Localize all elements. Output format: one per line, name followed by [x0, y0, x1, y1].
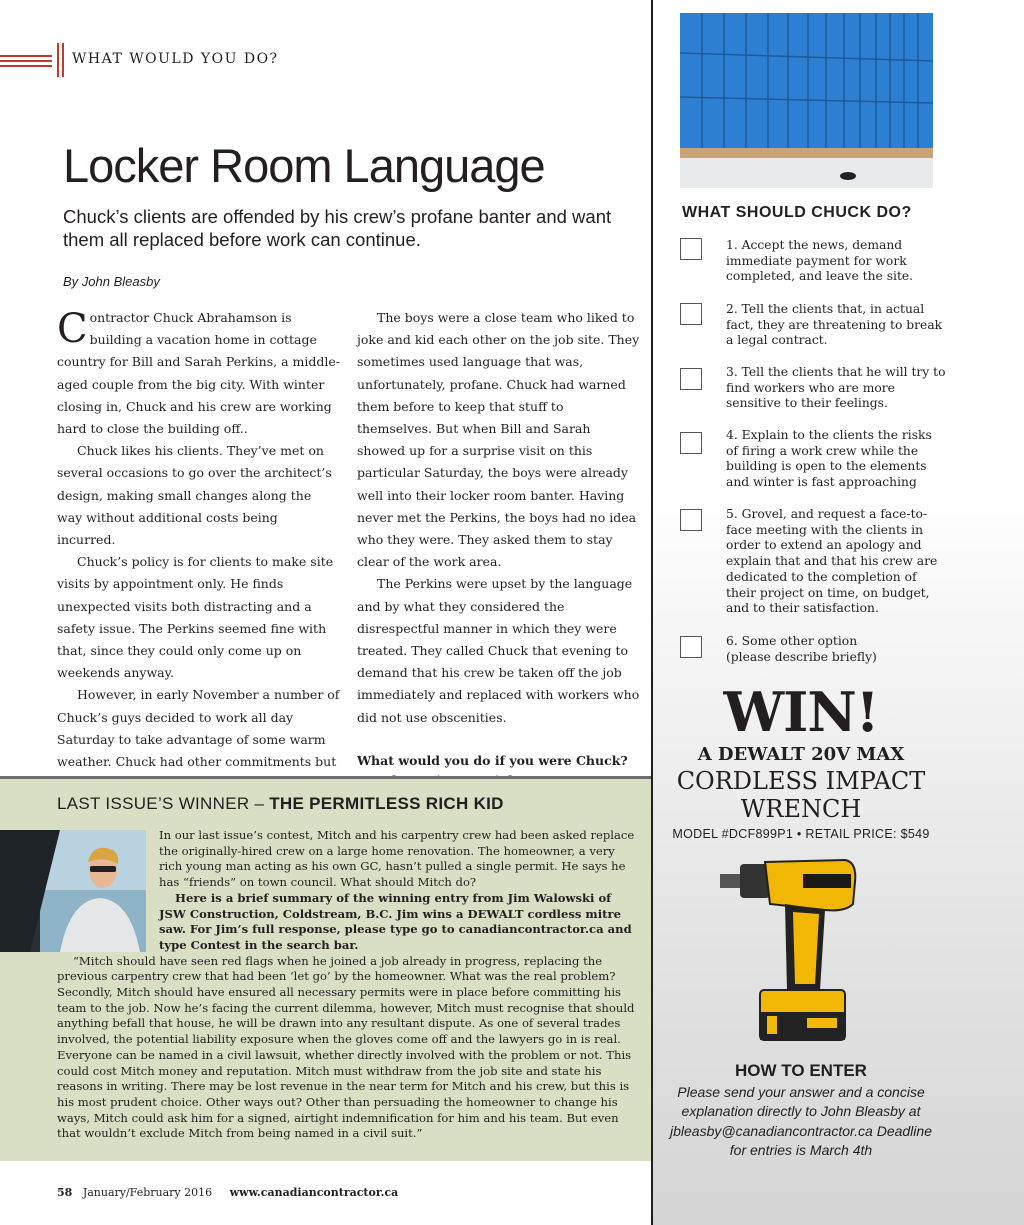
- how-to-enter-heading: HOW TO ENTER: [735, 1061, 867, 1080]
- winner-text: [57, 828, 637, 1142]
- article-paragraph: The Perkins were upset by the language and by what they considered the disrespectful manner in which they were treated. They called Chuck that evening to demand that his crew be taken off the job immediately and replaced with workers who did not use obscenities.: [357, 576, 640, 725]
- option-4: 4. Explain to the clients the risks of firing a work crew while the building is open to the elements and winter is fast approaching: [726, 428, 932, 490]
- option-checkbox-3[interactable]: [680, 368, 702, 390]
- option-checkbox-6[interactable]: [680, 636, 702, 658]
- section-tag-lines: [0, 43, 52, 73]
- byline: By John Bleasby: [63, 274, 160, 289]
- page-subtitle: Chuck’s clients are offended by his crew’s profane banter and want them all replaced before work can continue.: [63, 206, 612, 250]
- article-column-1: [57, 307, 340, 795]
- page-number: 58: [57, 1186, 73, 1199]
- article-paragraph: Chuck likes his clients. They’ve met on several occasions to go over the architect’s design, making small changes along the way without additional costs being incurred.: [57, 443, 332, 548]
- sidebar-heading: WHAT SHOULD CHUCK DO?: [682, 204, 912, 221]
- option-checkbox-1[interactable]: [680, 238, 702, 260]
- issue-date: January/February 2016: [82, 1186, 213, 1199]
- winner-paragraph: In our last issue’s contest, Mitch and his carpentry crew had been asked replace the originally-hired crew on a large home renovation. The homeowner, a very rich young man acting as his own GC, hasn’t pulled a single permit. He says he has “friends” on town council. What should Mitch do?: [159, 828, 635, 890]
- page-footer: [57, 1186, 398, 1199]
- option-3: 3. Tell the clients that he will try to find workers who are more sensitive to their feelings.: [726, 365, 946, 411]
- article-paragraph: Chuck’s policy is for clients to make site visits by appointment only. He finds unexpected visits both distracting and a safety issue. The Perkins seemed fine with that, since they could only come up on weekends anyway.: [57, 554, 334, 681]
- prize-line-1: A DEWALT 20V MAX: [697, 744, 905, 765]
- article-column-2: [357, 307, 640, 791]
- prize-model: MODEL #DCF899P1 • RETAIL PRICE: $549: [672, 827, 930, 841]
- locker-room-photo: [680, 13, 933, 188]
- winner-summary: Here is a brief summary of the winning entry from Jim Walowski of JSW Construction, Coldstream, B.C. Jim wins a DEWALT cordless mitre saw. For Jim’s full response, please type go to canadiancontractor.ca and type Contest in the search bar.: [159, 890, 632, 952]
- article-paragraph: Contractor Chuck Abrahamson is building a vacation home in cottage country for Bill and Sarah Perkins, a middle-aged couple from the big city. With winter closing in, Chuck and his crew are working hard to close the building off..: [57, 306, 340, 437]
- site-url: www.canadiancontractor.ca: [229, 1186, 399, 1199]
- drop-cap: C: [57, 306, 88, 352]
- article-question: What would you do if you were Chuck?: [357, 752, 628, 768]
- article-paragraph: The boys were a close team who liked to joke and kid each other on the job site. They sometimes used language that was, unfortunately, profane. Chuck had warned them before to keep that stuff to themselves. But when Bill and Sarah showed up for a surprise visit on this particular Saturday, the boys were already well into their locker room banter. Having never met the Perkins, the boys had no idea who they were. They asked them to stay clear of the work area.: [357, 310, 640, 570]
- winner-quote: “Mitch should have seen red flags when he joined a job already in progress, replacing the previous carpentry crew that had been ‘let go’ by the homeowner. What was the real problem? Secondly, Mitch should have ensured all necessary permits were in place before committing his team to the job. Now he’s facing the current dilemma, however, Mitch must recognise that should anything befall that house, he will be drawn into any resultant dispute. As one of several trades involved, the potential liability exposure when the gloves come off and the lawyers go in is real. Everyone can be named in a civil lawsuit, whether directly involved with the problem or not. This could cost Mitch money and reputation. Mitch must withdraw from the job site and state his reasons in writing. There may be lost revenue in the near term for Mitch and his crew, but this is his most prudent choice. Other ways out? Other than persuading the homeowner to change his ways, Mitch could ask him for a signed, airtight indemnification for him and his team. But even that wouldn’t exclude Mitch from being named in a civil suit.”: [57, 953, 635, 1141]
- option-checkbox-4[interactable]: [680, 432, 702, 454]
- section-tag: WHAT WOULD YOU DO?: [72, 51, 279, 67]
- how-to-enter-text: Please send your answer and a concise explanation directly to John Bleasby at jbleasby@canadiancontractor.ca Deadline for entries is March 4th: [670, 1084, 932, 1158]
- option-5: 5. Grovel, and request a face-to-face meeting with the clients in order to extend an apology and explain that and that his crew are dedicated to the completion of their project on time, on budget, and to their satisfaction.: [726, 507, 938, 616]
- page-title: Locker Room Language: [63, 139, 545, 192]
- option-checkbox-2[interactable]: [680, 303, 702, 325]
- option-1: 1. Accept the news, demand immediate payment for work completed, and leave the site.: [726, 238, 914, 284]
- impact-wrench-image: [715, 852, 865, 1057]
- option-2: 2. Tell the clients that, in actual fact, they are threatening to break a legal contract.: [726, 302, 943, 348]
- prize-line-2: CORDLESS IMPACT WRENCH: [676, 767, 926, 823]
- article-paragraph: However, in early November a number of Chuck’s guys decided to work all day Saturday to take advantage of some warm weather. Chuck had other commitments but: [57, 687, 340, 770]
- option-checkbox-5[interactable]: [680, 509, 702, 531]
- option-6: 6. Some other option (please describe briefly): [726, 634, 877, 664]
- photo-wrap-spacer: [57, 828, 159, 953]
- section-tag-bars: [57, 43, 65, 77]
- winner-heading: LAST ISSUE’S WINNER – THE PERMITLESS RICH KID: [57, 794, 504, 813]
- win-heading: WIN!: [723, 680, 879, 744]
